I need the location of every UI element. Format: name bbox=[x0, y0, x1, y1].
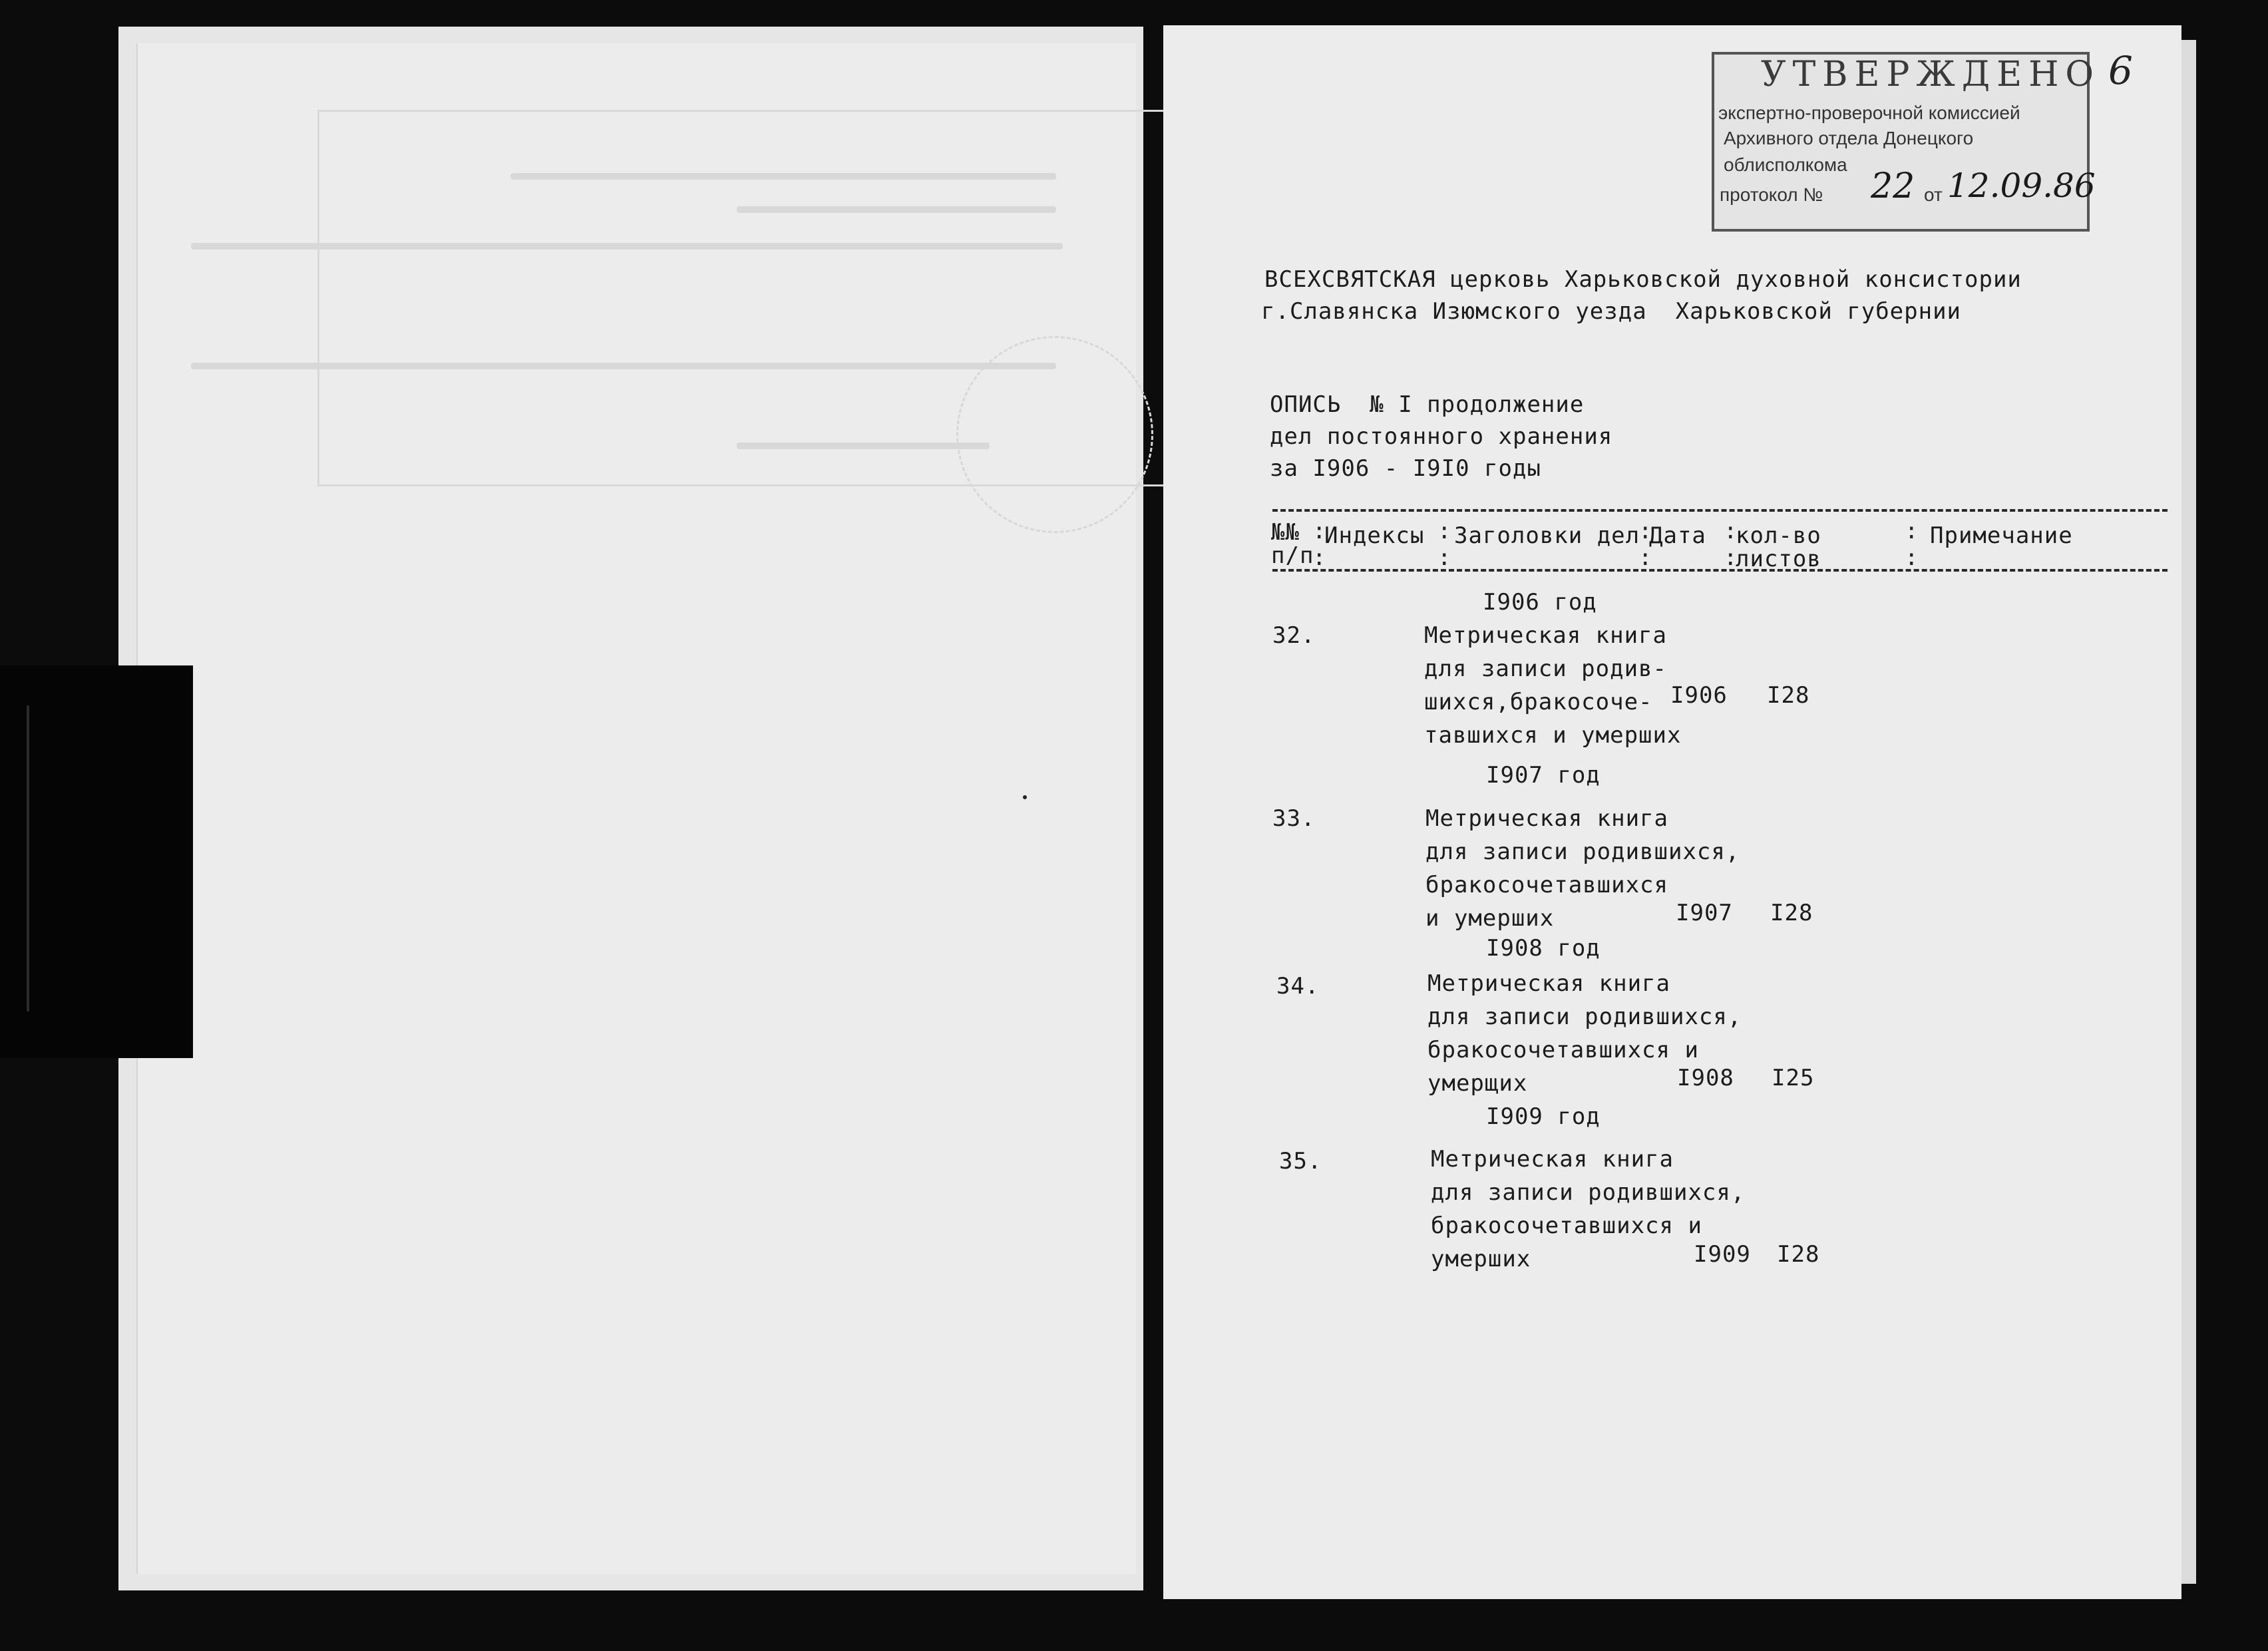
entry-date: I908 bbox=[1677, 1065, 1734, 1091]
entry-title-line: бракосочетавшихся и bbox=[1431, 1212, 1702, 1239]
entry-sheets: I28 bbox=[1777, 1241, 1820, 1268]
col-separator: : : bbox=[1312, 518, 1326, 571]
entry-title-line: умерщих bbox=[1427, 1070, 1528, 1097]
col-num-bottom: п/п bbox=[1271, 542, 1314, 569]
bleed-through-line bbox=[737, 206, 1056, 213]
year-heading: I906 год bbox=[1483, 589, 1597, 616]
entry-number: 35. bbox=[1279, 1148, 1322, 1175]
col-num-top: №№ bbox=[1271, 519, 1300, 546]
inventory-title: ОПИСЬ № I продолжение bbox=[1270, 391, 1585, 418]
entry-title-line: Метрическая книга bbox=[1427, 970, 1670, 997]
stamp-date-label: от bbox=[1924, 184, 1943, 205]
left-page-sheet bbox=[136, 43, 1136, 1574]
entry-date: I909 bbox=[1694, 1241, 1751, 1268]
col-date: Дата bbox=[1649, 522, 1706, 549]
stamp-line-2: Архивного отдела Донецкого bbox=[1724, 128, 1974, 148]
entry-title-line: умерших bbox=[1431, 1246, 1531, 1272]
table-header-top-rule bbox=[1272, 509, 2168, 512]
col-titles: Заголовки дел bbox=[1454, 522, 1640, 549]
speck bbox=[1023, 795, 1027, 799]
entry-title-line: для записи родившихся, bbox=[1431, 1179, 1746, 1206]
col-note: Примечание bbox=[1930, 522, 2073, 549]
entry-sheets: I25 bbox=[1772, 1065, 1815, 1091]
entry-number: 33. bbox=[1272, 805, 1316, 832]
stamp-line-1: экспертно-проверочной комиссией bbox=[1718, 102, 2020, 123]
col-count-bottom: листов bbox=[1736, 546, 1821, 572]
inventory-subtitle: дел постоянного хранения bbox=[1270, 423, 1613, 450]
entry-date: I906 bbox=[1670, 682, 1728, 709]
col-separator: : : bbox=[1638, 518, 1652, 571]
entry-title-line: для записи родив- bbox=[1424, 655, 1667, 682]
entry-title-line: бракосочетавшихся bbox=[1425, 872, 1668, 898]
bleed-through-line bbox=[510, 173, 1056, 180]
binding-tab bbox=[0, 665, 193, 1058]
sheet-number: 6 bbox=[2108, 48, 2133, 93]
stamp-date: 12.09.86 bbox=[1947, 166, 2096, 205]
stamp-protocol-number: 22 bbox=[1871, 166, 1915, 206]
inventory-period: за I906 - I9I0 годы bbox=[1270, 455, 1541, 482]
header-line-2: г.Славянска Изюмского уезда Харьковской губернии bbox=[1261, 298, 1962, 325]
col-separator: : : bbox=[1724, 518, 1738, 571]
bleed-through-line bbox=[737, 443, 990, 449]
year-heading: I907 год bbox=[1486, 762, 1601, 789]
table-header-bottom-rule bbox=[1272, 569, 2168, 572]
entry-sheets: I28 bbox=[1770, 900, 1813, 926]
entry-title-line: тавшихся и умерших bbox=[1424, 722, 1682, 749]
entry-number: 32. bbox=[1272, 622, 1316, 649]
right-page bbox=[1163, 25, 2181, 1599]
header-line-1: ВСЕХСВЯТСКАЯ церковь Харьковской духовной консистории bbox=[1264, 266, 2022, 293]
col-count-top: кол-во bbox=[1736, 522, 1821, 549]
year-heading: I909 год bbox=[1486, 1103, 1601, 1130]
entry-title-line: для записи родившихся, bbox=[1427, 1004, 1742, 1030]
bleed-through-line bbox=[191, 363, 1056, 369]
year-heading: I908 год bbox=[1486, 935, 1601, 962]
entry-date: I907 bbox=[1676, 900, 1733, 926]
entry-title-line: Метрическая книга bbox=[1431, 1146, 1674, 1173]
stamp-protocol-label: протокол № bbox=[1720, 184, 1823, 205]
entry-title-line: Метрическая книга bbox=[1425, 805, 1668, 832]
col-separator: : : bbox=[1905, 518, 1919, 571]
entry-sheets: I28 bbox=[1767, 682, 1810, 709]
col-separator: : : bbox=[1437, 518, 1451, 571]
stamp-line-3: облисполкома bbox=[1724, 154, 1847, 175]
stamp-title: УТВЕРЖДЕНО bbox=[1761, 55, 2101, 94]
entry-title-line: для записи родившихся, bbox=[1425, 838, 1740, 865]
entry-number: 34. bbox=[1276, 973, 1320, 1000]
bleed-through-line bbox=[191, 243, 1063, 250]
entry-title-line: бракосочетавшихся и bbox=[1427, 1037, 1699, 1063]
entry-title-line: Метрическая книга bbox=[1424, 622, 1667, 649]
entry-title-line: шихся,бракосоче- bbox=[1424, 689, 1653, 715]
approval-stamp bbox=[1712, 52, 2101, 232]
entry-title-line: и умерших bbox=[1425, 905, 1555, 932]
col-index: Индексы bbox=[1324, 522, 1425, 549]
